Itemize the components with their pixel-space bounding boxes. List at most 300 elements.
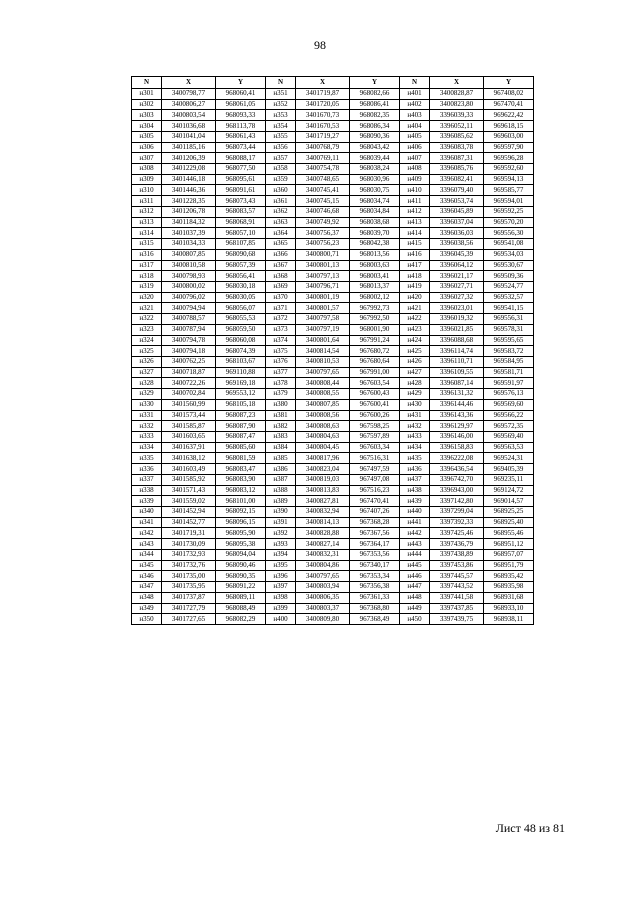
table-row [132,260,534,271]
table-row [132,410,534,421]
point-id-cell: н342 [132,528,162,539]
y-coordinate-cell: 969594,01 [484,196,534,207]
y-coordinate-cell: 969570,20 [484,217,534,228]
x-coordinate-cell: 3400827,14 [296,539,350,550]
y-coordinate-cell: 968039,44 [350,153,400,164]
sheet-counter: Лист 48 из 81 [495,821,565,835]
point-id-cell: н364 [266,228,296,239]
table-row [132,292,534,303]
table-row [132,485,534,496]
x-coordinate-cell: 3401559,02 [162,496,216,507]
y-coordinate-cell: 969556,30 [484,228,534,239]
table-row [132,314,534,325]
point-id-cell: н387 [266,474,296,485]
x-coordinate-cell: 3400810,53 [296,356,350,367]
y-coordinate-cell: 967598,25 [350,421,400,432]
y-coordinate-cell: 967497,59 [350,464,400,475]
point-id-cell: н352 [266,99,296,110]
point-id-cell: н379 [266,389,296,400]
point-id-cell: н397 [266,582,296,593]
y-coordinate-cell: 968082,66 [350,89,400,100]
point-id-cell: н315 [132,239,162,250]
table-row [132,110,534,121]
point-id-cell: н356 [266,142,296,153]
point-id-cell: н306 [132,142,162,153]
point-id-cell: н347 [132,582,162,593]
x-coordinate-cell: 3401034,33 [162,239,216,250]
point-id-cell: н353 [266,110,296,121]
y-coordinate-cell: 968034,84 [350,206,400,217]
x-coordinate-cell: 3397438,89 [430,549,484,560]
y-coordinate-cell: 968925,40 [484,517,534,528]
y-coordinate-cell: 968086,41 [350,99,400,110]
y-coordinate-cell: 968030,96 [350,174,400,185]
y-coordinate-cell: 967680,72 [350,346,400,357]
point-id-cell: н435 [400,453,430,464]
x-coordinate-cell: 3396052,11 [430,121,484,132]
x-coordinate-cell: 3397392,33 [430,517,484,528]
x-coordinate-cell: 3396085,62 [430,131,484,142]
point-id-cell: н354 [266,121,296,132]
y-coordinate-cell: 968105,18 [216,399,266,410]
point-id-cell: н426 [400,356,430,367]
y-coordinate-cell: 967368,28 [350,517,400,528]
x-coordinate-cell: 3396222,08 [430,453,484,464]
y-coordinate-cell: 968094,04 [216,549,266,560]
x-coordinate-cell: 3400832,31 [296,549,350,560]
y-coordinate-cell: 968043,42 [350,142,400,153]
y-coordinate-cell: 968038,24 [350,164,400,175]
point-id-cell: н330 [132,399,162,410]
y-coordinate-cell: 969622,42 [484,110,534,121]
x-coordinate-cell: 3397299,04 [430,507,484,518]
point-id-cell: н381 [266,410,296,421]
point-id-cell: н400 [266,614,296,625]
y-coordinate-cell: 968091,61 [216,185,266,196]
point-id-cell: н416 [400,249,430,260]
point-id-cell: н447 [400,582,430,593]
y-coordinate-cell: 969584,95 [484,356,534,367]
y-coordinate-cell: 968039,70 [350,228,400,239]
point-id-cell: н361 [266,196,296,207]
y-coordinate-cell: 969014,57 [484,496,534,507]
point-id-cell: н318 [132,271,162,282]
y-coordinate-cell: 969524,31 [484,453,534,464]
x-coordinate-cell: 3396129,97 [430,421,484,432]
point-id-cell: н368 [266,271,296,282]
table-row [132,131,534,142]
x-coordinate-cell: 3396088,68 [430,335,484,346]
point-id-cell: н380 [266,399,296,410]
point-id-cell: н408 [400,164,430,175]
point-id-cell: н327 [132,367,162,378]
y-coordinate-cell: 968095,90 [216,528,266,539]
x-coordinate-cell: 3400801,64 [296,335,350,346]
point-id-cell: н322 [132,314,162,325]
point-id-cell: н375 [266,346,296,357]
x-coordinate-cell: 3400797,58 [296,314,350,325]
y-coordinate-cell: 968060,08 [216,335,266,346]
table-row [132,281,534,292]
y-coordinate-cell: 969541,08 [484,239,534,250]
x-coordinate-cell: 3400756,23 [296,239,350,250]
x-coordinate-cell: 3400804,86 [296,560,350,571]
y-coordinate-cell: 968001,90 [350,324,400,335]
x-coordinate-cell: 3396027,71 [430,281,484,292]
point-id-cell: н438 [400,485,430,496]
x-coordinate-cell: 3401719,27 [296,131,350,142]
point-id-cell: н396 [266,571,296,582]
point-id-cell: н309 [132,174,162,185]
point-id-cell: н445 [400,560,430,571]
x-coordinate-cell: 3401585,87 [162,421,216,432]
point-id-cell: н429 [400,389,430,400]
x-coordinate-cell: 3396085,76 [430,164,484,175]
y-coordinate-cell: 968030,18 [216,281,266,292]
y-coordinate-cell: 968088,17 [216,153,266,164]
y-coordinate-cell: 969405,39 [484,464,534,475]
x-coordinate-cell: 3396114,74 [430,346,484,357]
point-id-cell: н308 [132,164,162,175]
x-coordinate-cell: 3400814,54 [296,346,350,357]
point-id-cell: н319 [132,281,162,292]
y-coordinate-cell: 969596,28 [484,153,534,164]
y-coordinate-cell: 967991,00 [350,367,400,378]
y-coordinate-cell: 968013,56 [350,249,400,260]
x-coordinate-cell: 3401452,77 [162,517,216,528]
point-id-cell: н324 [132,335,162,346]
point-id-cell: н432 [400,421,430,432]
table-row [132,614,534,625]
y-coordinate-cell: 968087,23 [216,410,266,421]
y-coordinate-cell: 968090,35 [216,571,266,582]
y-coordinate-cell: 969618,15 [484,121,534,132]
x-coordinate-cell: 3400788,57 [162,314,216,325]
point-id-cell: н313 [132,217,162,228]
x-coordinate-cell: 3401603,65 [162,432,216,443]
y-coordinate-cell: 969532,57 [484,292,534,303]
y-coordinate-cell: 969569,60 [484,399,534,410]
x-coordinate-cell: 3396079,40 [430,185,484,196]
x-coordinate-cell: 3401727,79 [162,603,216,614]
y-coordinate-cell: 968085,60 [216,442,266,453]
table-row [132,303,534,314]
x-coordinate-cell: 3400749,92 [296,217,350,228]
page-number: 98 [314,38,326,52]
table-row [132,507,534,518]
table-row [132,356,534,367]
point-id-cell: н422 [400,314,430,325]
point-id-cell: н377 [266,367,296,378]
x-coordinate-cell: 3400807,85 [162,249,216,260]
point-id-cell: н392 [266,528,296,539]
y-coordinate-cell: 968092,15 [216,507,266,518]
x-coordinate-cell: 3396109,55 [430,367,484,378]
x-coordinate-cell: 3400808,56 [296,410,350,421]
y-coordinate-cell: 969578,31 [484,324,534,335]
point-id-cell: н370 [266,292,296,303]
y-coordinate-cell: 968925,25 [484,507,534,518]
y-coordinate-cell: 967516,23 [350,485,400,496]
y-coordinate-cell: 968059,50 [216,324,266,335]
point-id-cell: н351 [266,89,296,100]
point-id-cell: н442 [400,528,430,539]
x-coordinate-cell: 3400803,54 [162,110,216,121]
point-id-cell: н391 [266,517,296,528]
point-id-cell: н382 [266,421,296,432]
x-coordinate-cell: 3396943,00 [430,485,484,496]
x-coordinate-cell: 3401637,91 [162,442,216,453]
point-id-cell: н366 [266,249,296,260]
column-header: X [296,77,350,89]
point-id-cell: н406 [400,142,430,153]
point-id-cell: н423 [400,324,430,335]
y-coordinate-cell: 969509,36 [484,271,534,282]
y-coordinate-cell: 968089,11 [216,592,266,603]
y-coordinate-cell: 967353,34 [350,571,400,582]
x-coordinate-cell: 3401452,94 [162,507,216,518]
x-coordinate-cell: 3400756,37 [296,228,350,239]
column-header: Y [484,77,534,89]
point-id-cell: н333 [132,432,162,443]
point-id-cell: н343 [132,539,162,550]
point-id-cell: н407 [400,153,430,164]
y-coordinate-cell: 969597,90 [484,142,534,153]
x-coordinate-cell: 3400827,81 [296,496,350,507]
x-coordinate-cell: 3400807,85 [296,399,350,410]
x-coordinate-cell: 3401638,12 [162,453,216,464]
table-row [132,582,534,593]
point-id-cell: н360 [266,185,296,196]
point-id-cell: н362 [266,206,296,217]
point-id-cell: н413 [400,217,430,228]
x-coordinate-cell: 3401206,78 [162,206,216,217]
point-id-cell: н310 [132,185,162,196]
x-coordinate-cell: 3400800,71 [296,249,350,260]
y-coordinate-cell: 967408,02 [484,89,534,100]
x-coordinate-cell: 3400794,94 [162,303,216,314]
x-coordinate-cell: 3400794,78 [162,335,216,346]
x-coordinate-cell: 3397425,46 [430,528,484,539]
y-coordinate-cell: 969566,22 [484,410,534,421]
x-coordinate-cell: 3400801,19 [296,292,350,303]
x-coordinate-cell: 3401184,32 [162,217,216,228]
point-id-cell: н337 [132,474,162,485]
point-id-cell: н415 [400,239,430,250]
y-coordinate-cell: 968030,05 [216,292,266,303]
x-coordinate-cell: 3396083,78 [430,142,484,153]
y-coordinate-cell: 967353,56 [350,549,400,560]
x-coordinate-cell: 3400808,44 [296,378,350,389]
table-row [132,560,534,571]
table-row [132,603,534,614]
x-coordinate-cell: 3397445,57 [430,571,484,582]
table-row [132,571,534,582]
point-id-cell: н441 [400,517,430,528]
x-coordinate-cell: 3400722,26 [162,378,216,389]
x-coordinate-cell: 3400809,80 [296,614,350,625]
point-id-cell: н332 [132,421,162,432]
table-header [132,77,534,89]
table-row [132,121,534,132]
y-coordinate-cell: 968935,98 [484,582,534,593]
table-row [132,217,534,228]
point-id-cell: н444 [400,549,430,560]
x-coordinate-cell: 3400768,79 [296,142,350,153]
y-coordinate-cell: 967470,41 [350,496,400,507]
x-coordinate-cell: 3401041,04 [162,131,216,142]
x-coordinate-cell: 3397453,86 [430,560,484,571]
y-coordinate-cell: 969572,35 [484,421,534,432]
y-coordinate-cell: 969594,13 [484,174,534,185]
point-id-cell: н402 [400,99,430,110]
table-row [132,474,534,485]
x-coordinate-cell: 3401560,99 [162,399,216,410]
point-id-cell: н371 [266,303,296,314]
x-coordinate-cell: 3397441,58 [430,592,484,603]
point-id-cell: н326 [132,356,162,367]
x-coordinate-cell: 3400801,57 [296,303,350,314]
y-coordinate-cell: 969581,71 [484,367,534,378]
x-coordinate-cell: 3397142,80 [430,496,484,507]
x-coordinate-cell: 3400797,65 [296,571,350,582]
point-id-cell: н378 [266,378,296,389]
point-id-cell: н383 [266,432,296,443]
header-row [132,77,534,89]
x-coordinate-cell: 3396038,56 [430,239,484,250]
table-row [132,335,534,346]
y-coordinate-cell: 968055,53 [216,314,266,325]
point-id-cell: н331 [132,410,162,421]
x-coordinate-cell: 3400823,04 [296,464,350,475]
x-coordinate-cell: 3401206,39 [162,153,216,164]
y-coordinate-cell: 967470,41 [484,99,534,110]
point-id-cell: н376 [266,356,296,367]
y-coordinate-cell: 968057,10 [216,228,266,239]
y-coordinate-cell: 968056,41 [216,271,266,282]
x-coordinate-cell: 3400702,84 [162,389,216,400]
x-coordinate-cell: 3401719,31 [162,528,216,539]
x-coordinate-cell: 3396023,01 [430,303,484,314]
y-coordinate-cell: 969169,18 [216,378,266,389]
y-coordinate-cell: 968957,07 [484,549,534,560]
y-coordinate-cell: 968034,74 [350,196,400,207]
x-coordinate-cell: 3400745,41 [296,185,350,196]
table-row [132,99,534,110]
y-coordinate-cell: 968003,63 [350,260,400,271]
point-id-cell: н341 [132,517,162,528]
x-coordinate-cell: 3401732,76 [162,560,216,571]
x-coordinate-cell: 3400769,11 [296,153,350,164]
point-id-cell: н449 [400,603,430,614]
point-id-cell: н384 [266,442,296,453]
x-coordinate-cell: 3400803,94 [296,582,350,593]
table-row [132,528,534,539]
x-coordinate-cell: 3396158,83 [430,442,484,453]
x-coordinate-cell: 3400787,94 [162,324,216,335]
y-coordinate-cell: 967497,08 [350,474,400,485]
y-coordinate-cell: 969569,40 [484,432,534,443]
y-coordinate-cell: 968042,38 [350,239,400,250]
point-id-cell: н369 [266,281,296,292]
column-header: Y [350,77,400,89]
x-coordinate-cell: 3396131,32 [430,389,484,400]
y-coordinate-cell: 968013,37 [350,281,400,292]
point-id-cell: н359 [266,174,296,185]
x-coordinate-cell: 3400745,15 [296,196,350,207]
y-coordinate-cell: 968107,85 [216,239,266,250]
point-id-cell: н386 [266,464,296,475]
point-id-cell: н365 [266,239,296,250]
y-coordinate-cell: 968931,68 [484,592,534,603]
table-row [132,389,534,400]
y-coordinate-cell: 968955,46 [484,528,534,539]
point-id-cell: н350 [132,614,162,625]
y-coordinate-cell: 968087,47 [216,432,266,443]
table-row [132,464,534,475]
point-id-cell: н410 [400,185,430,196]
x-coordinate-cell: 3401036,68 [162,121,216,132]
y-coordinate-cell: 969563,53 [484,442,534,453]
y-coordinate-cell: 967603,54 [350,378,400,389]
y-coordinate-cell: 969534,03 [484,249,534,260]
point-id-cell: н414 [400,228,430,239]
x-coordinate-cell: 3396027,32 [430,292,484,303]
point-id-cell: н363 [266,217,296,228]
x-coordinate-cell: 3400804,63 [296,432,350,443]
point-id-cell: н373 [266,324,296,335]
y-coordinate-cell: 968061,05 [216,99,266,110]
x-coordinate-cell: 3397437,85 [430,603,484,614]
x-coordinate-cell: 3396021,85 [430,324,484,335]
x-coordinate-cell: 3400797,13 [296,271,350,282]
point-id-cell: н325 [132,346,162,357]
x-coordinate-cell: 3396087,31 [430,153,484,164]
y-coordinate-cell: 969524,77 [484,281,534,292]
point-id-cell: н355 [266,131,296,142]
x-coordinate-cell: 3401719,87 [296,89,350,100]
point-id-cell: н443 [400,539,430,550]
x-coordinate-cell: 3400813,83 [296,485,350,496]
point-id-cell: н446 [400,571,430,582]
point-id-cell: н419 [400,281,430,292]
point-id-cell: н417 [400,260,430,271]
x-coordinate-cell: 3400762,25 [162,356,216,367]
y-coordinate-cell: 968087,90 [216,421,266,432]
point-id-cell: н312 [132,206,162,217]
y-coordinate-cell: 969585,77 [484,185,534,196]
point-id-cell: н425 [400,346,430,357]
point-id-cell: н401 [400,89,430,100]
y-coordinate-cell: 968090,46 [216,560,266,571]
point-id-cell: н311 [132,196,162,207]
table-row [132,89,534,100]
point-id-cell: н334 [132,442,162,453]
y-coordinate-cell: 968082,29 [216,614,266,625]
table-row [132,378,534,389]
point-id-cell: н340 [132,507,162,518]
x-coordinate-cell: 3397436,79 [430,539,484,550]
y-coordinate-cell: 969235,11 [484,474,534,485]
y-coordinate-cell: 969591,97 [484,378,534,389]
x-coordinate-cell: 3401585,92 [162,474,216,485]
x-coordinate-cell: 3396045,89 [430,206,484,217]
y-coordinate-cell: 967992,73 [350,303,400,314]
table-row [132,453,534,464]
point-id-cell: н418 [400,271,430,282]
y-coordinate-cell: 968074,39 [216,346,266,357]
point-id-cell: н405 [400,131,430,142]
